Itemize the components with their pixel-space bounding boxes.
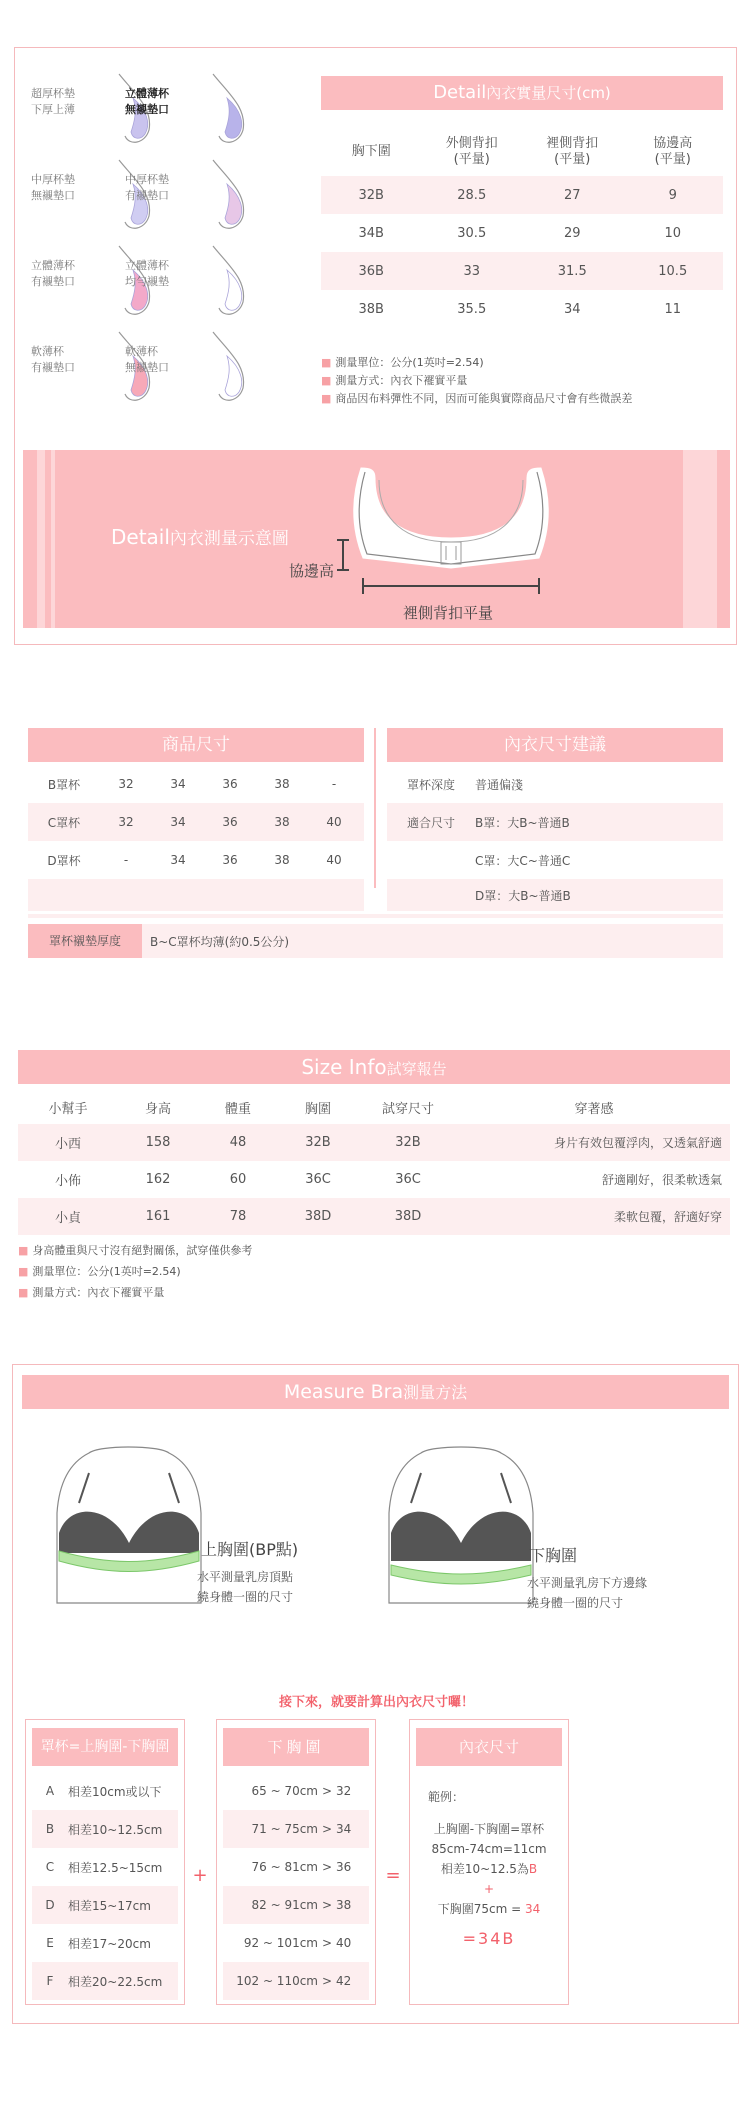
arrow-icon: > — [321, 1898, 333, 1912]
detail-note: ■ 測量單位：公分(1英吋=2.54) — [321, 356, 484, 369]
product-size-cell: 38 — [274, 777, 290, 791]
product-size-cell: D罩杯 — [47, 853, 81, 868]
detail-col-header: 胸下圍 — [351, 144, 391, 159]
cup-type-label: 軟薄杯 有襯墊口 — [31, 345, 75, 374]
detail-cell: 38B — [358, 301, 384, 317]
trial-cell: 舒適剛好，很柔軟透氣 — [601, 1173, 722, 1187]
cup-letter: B — [45, 1822, 55, 1836]
trial-cell: 162 — [145, 1172, 171, 1187]
product-size-cell: 34 — [170, 853, 186, 867]
under-bust-size: 40 — [336, 1936, 352, 1950]
trial-col-header: 體重 — [224, 1101, 251, 1117]
under-bust-illustration — [381, 1443, 541, 1613]
trial-cell: 48 — [229, 1135, 247, 1150]
cup-diff: 相差12.5~15cm — [68, 1860, 163, 1875]
detail-section — [14, 47, 737, 645]
trial-col-header: 穿著感 — [574, 1101, 614, 1117]
under-bust-box — [216, 1719, 376, 2005]
bullet-icon: ■ — [18, 1244, 29, 1257]
arrow-icon: > — [321, 1784, 333, 1798]
bullet-icon: ■ — [18, 1265, 29, 1278]
cup-diff-row — [32, 1810, 178, 1848]
trial-cell: 78 — [229, 1209, 247, 1224]
equals-sign: = — [385, 1865, 401, 1886]
trial-note: ■ 測量單位：公分(1英吋=2.54) — [18, 1265, 181, 1278]
under-bust-size: 42 — [336, 1974, 352, 1988]
detail-cell: 32B — [358, 187, 384, 203]
detail-size-header — [321, 76, 723, 110]
back-width-label: 裡側背扣平量 — [403, 604, 494, 622]
trial-cell: 158 — [145, 1135, 171, 1150]
cup-diff-row — [32, 1848, 178, 1886]
under-bust-size: 34 — [336, 1822, 352, 1836]
cup-type-item — [125, 68, 293, 158]
product-size-row — [28, 765, 364, 803]
trial-cell: 60 — [229, 1172, 247, 1187]
advice-row — [387, 841, 723, 879]
under-bust-range: 92 ~ 101cm — [243, 1936, 318, 1950]
size-advice-table — [387, 765, 723, 911]
cup-type-item — [125, 240, 293, 330]
product-size-cell: 38 — [274, 853, 290, 867]
banner-title: Detail內衣測量示意圖 — [111, 525, 289, 549]
product-size-row — [28, 803, 364, 841]
side-height-label: 協邊高 — [289, 562, 335, 580]
arrow-icon: > — [321, 1936, 333, 1950]
under-bust-row — [223, 1772, 369, 1810]
section2-divider — [374, 728, 376, 888]
cup-diff: 相差10cm或以下 — [68, 1784, 162, 1799]
advice-value: D罩：大B~普通B — [475, 888, 571, 903]
detail-size-table — [321, 128, 723, 328]
detail-title: Detail — [433, 82, 487, 103]
under-bust-size: 32 — [336, 1784, 352, 1798]
trial-cell: 小佈 — [54, 1174, 81, 1189]
detail-cell: 30.5 — [457, 225, 487, 241]
detail-notes — [321, 354, 731, 408]
bullet-icon: ■ — [18, 1286, 29, 1299]
cup-type-item — [125, 326, 293, 416]
under-bust-row — [223, 1886, 369, 1924]
detail-cell: 9 — [668, 187, 677, 203]
cup-diff: 相差17~20cm — [68, 1936, 151, 1951]
bra-size-box — [409, 1719, 569, 2005]
advice-value: C罩：大C~普通C — [475, 853, 571, 868]
detail-cell: 33 — [463, 263, 481, 279]
detail-cell: 34 — [563, 301, 581, 317]
detail-cell: 10.5 — [658, 263, 688, 279]
arrow-icon: > — [321, 1974, 333, 1988]
measure-header: Measure Bra測量方法 — [22, 1375, 729, 1409]
pad-thickness-row — [28, 924, 723, 958]
product-size-cell: 32 — [118, 815, 134, 829]
detail-note: ■ 測量方式：內衣下襬實平量 — [321, 374, 468, 387]
product-size-header: 商品尺寸 — [28, 728, 364, 762]
advice-row — [387, 879, 723, 911]
under-bust-range: 102 ~ 110cm — [236, 1974, 318, 1988]
under-bust-range: 65 ~ 70cm — [251, 1784, 318, 1798]
cup-profile-icon — [203, 154, 263, 234]
product-size-table — [28, 765, 364, 911]
example-label: 範例： — [428, 1790, 465, 1804]
product-size-cell: - — [123, 853, 129, 867]
cup-formula-title: 罩杯=上胸圍-下胸圍 — [32, 1728, 178, 1766]
trial-cell: 小西 — [54, 1137, 81, 1152]
upper-bust-title: 上胸圍(BP點) — [201, 1540, 299, 1559]
trial-col-header: 胸圍 — [304, 1101, 331, 1117]
upper-bust-illustration — [49, 1443, 209, 1613]
trial-row — [18, 1124, 730, 1161]
under-bust-range: 76 ~ 81cm — [251, 1860, 318, 1874]
cup-letter: A — [45, 1784, 55, 1798]
trial-note: ■ 測量方式：內衣下襬實平量 — [18, 1286, 165, 1299]
detail-table-row — [321, 214, 723, 252]
upper-bust-desc: 水平測量乳房頂點 繞身體一圈的尺寸 — [197, 1570, 294, 1604]
product-size-cell: 36 — [222, 853, 238, 867]
cup-type-item — [125, 154, 293, 244]
example-calc: 上胸圍-下胸圍=罩杯 85cm-74cm=11cm 相差10~12.5為B + 下胸圍75cm = 34 =34B — [410, 1819, 568, 1949]
arrow-icon: > — [321, 1860, 333, 1874]
advice-value: B罩：大B~普通B — [475, 815, 570, 830]
under-bust-size: 36 — [336, 1860, 352, 1874]
example-result: =34B — [462, 1929, 516, 1948]
detail-table-row — [321, 252, 723, 290]
under-bust-desc: 水平測量乳房下方邊緣 繞身體一圈的尺寸 — [527, 1576, 648, 1610]
cup-diff: 相差20~22.5cm — [68, 1974, 163, 1989]
trial-cell: 36C — [305, 1172, 331, 1187]
detail-cell: 31.5 — [557, 263, 587, 279]
detail-cell: 27 — [563, 187, 581, 203]
detail-cell: 28.5 — [457, 187, 487, 203]
cup-type-label: 立體薄杯 有襯墊口 — [31, 259, 75, 288]
bra-size-title: 內衣尺寸 — [416, 1728, 562, 1766]
under-bust-row — [223, 1924, 369, 1962]
advice-key: 適合尺寸 — [406, 815, 455, 830]
under-bust-size: 38 — [336, 1898, 352, 1912]
detail-cell: 29 — [563, 225, 581, 241]
trial-cell: 身片有效包覆浮肉，又透氣舒適 — [553, 1136, 722, 1150]
product-size-cell: 38 — [274, 815, 290, 829]
cup-type-label: 中厚杯墊 無襯墊口 — [31, 173, 75, 202]
under-bust-range: 82 ~ 91cm — [251, 1898, 318, 1912]
trial-cell: 36C — [395, 1172, 421, 1187]
under-bust-row — [223, 1810, 369, 1848]
cup-type-label: 超厚杯墊 下厚上薄 — [31, 87, 75, 116]
cup-diff-row — [32, 1772, 178, 1810]
trial-row — [18, 1161, 730, 1198]
detail-table-row — [321, 176, 723, 214]
product-size-row — [28, 841, 364, 879]
advice-row — [387, 803, 723, 841]
under-bust-row — [223, 1848, 369, 1886]
product-size-cell: 40 — [326, 815, 342, 829]
product-size-cell: 32 — [118, 777, 134, 791]
detail-cell: 35.5 — [457, 301, 487, 317]
trial-header-row — [18, 1090, 730, 1124]
trial-cell: 161 — [145, 1209, 171, 1224]
trial-cell: 32B — [305, 1135, 331, 1150]
cup-letter: E — [46, 1936, 54, 1950]
under-bust-box-title: 下胸圍 — [223, 1728, 369, 1766]
plus-sign: + — [192, 1865, 208, 1886]
cup-type-label: 立體薄杯 均勻襯墊 — [125, 259, 169, 288]
bullet-icon: ■ — [321, 392, 332, 405]
bra-back-diagram — [291, 458, 641, 623]
detail-cell: 10 — [664, 225, 682, 241]
product-size-cell: - — [331, 777, 337, 791]
cup-letter: F — [46, 1974, 54, 1988]
measure-method-section — [12, 1364, 739, 2024]
cup-type-label: 軟薄杯 無襯墊口 — [125, 345, 169, 374]
size-info-header: Size Info試穿報告 — [18, 1050, 730, 1084]
trial-col-header: 小幫手 — [48, 1101, 88, 1117]
cup-diff-row — [32, 1962, 178, 2000]
trial-cell: 柔軟包覆，舒適好穿 — [613, 1210, 722, 1224]
cup-diff-row — [32, 1886, 178, 1924]
under-bust-title: 下胸圍 — [529, 1546, 578, 1565]
arrow-icon: > — [321, 1822, 333, 1836]
cup-diff: 相差15~17cm — [68, 1898, 151, 1913]
detail-col-header: 外側背扣 (平量) — [445, 136, 498, 167]
detail-cell: 36B — [358, 263, 384, 279]
cup-diff-row — [32, 1924, 178, 1962]
trial-report-table — [18, 1090, 730, 1235]
trial-cell: 38D — [304, 1209, 332, 1224]
calc-instruction: 接下來，就要計算出內衣尺寸囉！ — [278, 1695, 474, 1710]
detail-cell: 11 — [664, 301, 682, 317]
cup-profile-icon — [203, 326, 263, 406]
product-size-cell: 34 — [170, 777, 186, 791]
product-size-cell: B罩杯 — [47, 777, 81, 792]
bullet-icon: ■ — [321, 356, 332, 369]
under-bust-row — [223, 1962, 369, 2000]
bullet-icon: ■ — [321, 374, 332, 387]
trial-notes — [18, 1240, 730, 1303]
detail-table-row — [321, 290, 723, 328]
trial-col-header: 身高 — [144, 1101, 171, 1117]
product-size-cell: 36 — [222, 815, 238, 829]
product-size-blank-row — [28, 879, 364, 911]
measure-diagram-banner — [23, 450, 730, 628]
advice-value: 普通偏淺 — [475, 777, 524, 792]
trial-cell: 38D — [394, 1209, 422, 1224]
product-size-cell: C罩杯 — [47, 815, 81, 830]
trial-note: ■ 身高體重與尺寸沒有絕對關係，試穿僅供參考 — [18, 1244, 253, 1257]
pad-thickness-label: 罩杯襯墊厚度 — [28, 924, 142, 958]
detail-note: ■ 商品因布料彈性不同，因而可能與實際商品尺寸會有些微誤差 — [321, 392, 633, 405]
product-size-cell: 36 — [222, 777, 238, 791]
under-bust-range: 71 ~ 75cm — [251, 1822, 318, 1836]
detail-table-header — [321, 128, 723, 176]
cup-diff: 相差10~12.5cm — [68, 1822, 163, 1837]
product-size-cell: 34 — [170, 815, 186, 829]
cup-type-label: 中厚杯墊 有襯墊口 — [125, 173, 169, 202]
cup-profile-icon — [203, 240, 263, 320]
trial-row — [18, 1198, 730, 1235]
trial-cell: 32B — [395, 1135, 421, 1150]
size-advice-header: 內衣尺寸建議 — [387, 728, 723, 762]
product-size-cell: 40 — [326, 853, 342, 867]
trial-cell: 小貞 — [54, 1211, 81, 1226]
cup-letter: D — [45, 1898, 55, 1912]
cup-type-label: 立體薄杯 無襯墊口 — [125, 87, 169, 116]
pad-thickness-value: B~C罩杯均薄(約0.5公分) — [150, 934, 290, 949]
detail-col-header: 協邊高 (平量) — [653, 136, 693, 167]
advice-row — [387, 765, 723, 803]
detail-cell: 34B — [358, 225, 384, 241]
cup-formula-box — [25, 1719, 185, 2005]
advice-key: 罩杯深度 — [406, 777, 455, 792]
trial-col-header: 試穿尺寸 — [381, 1101, 434, 1117]
detail-subtitle: 內衣實量尺寸(cm) — [486, 84, 611, 102]
cup-letter: C — [45, 1860, 55, 1874]
detail-col-header: 裡側背扣 (平量) — [546, 136, 599, 167]
cup-profile-icon — [203, 68, 263, 148]
